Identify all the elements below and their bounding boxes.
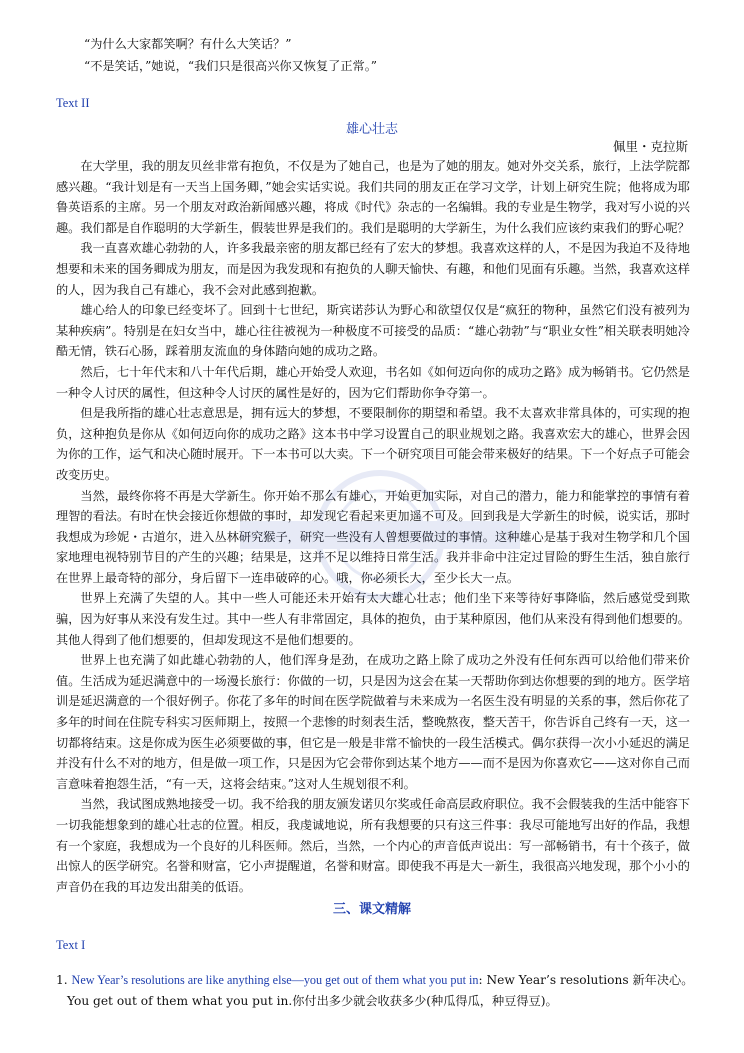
paragraph: 世界上充满了失望的人。其中一些人可能还未开始有太大雄心壮志；他们坐下来等待好事降临，然后感觉受到欺骗，因为好事从来没有发生过。其中一些人有非常固定，具体的抱负，由于某种原因，他们从来没有得到他们想要的。其他人得到了他们想要的，但却发现这不是他们想要的。 — [56, 591, 690, 647]
note-1 — [56, 970, 696, 1012]
note-line-2: You get out of them what you put in.你付出多少就会收获多少(种瓜得瓜，种豆得豆)。 — [67, 994, 558, 1008]
note-line-1 — [56, 970, 696, 991]
text2-title: 雄心壮志 — [345, 121, 398, 136]
paragraph: 世界上也充满了如此雄心勃勃的人，他们浑身是劲，在成功之路上除了成功之外没有任何东西可以给他们带来价值。生活成为延迟满意中的一场漫长旅行：你做的一切，只是因为这会在某一天帮助你到达你想要的到的地方。医学培训是延迟满意的一个很好例子。你花了多年的时间在医学院做着与未来成为一名医生没有明显的关系的事，然后你花了多年的时间在住院专科实习医师期上，按照一个悲惨的时刻表生活，整晚熬夜，整天苦干，你告诉自己终有一天，这一切都将结束。这是你成为医生必须要做的事，但它是一般是非常不愉快的一段生活模式。偶尔获得一次小小延迟的满足并没有什么不对的地方，但是做一项工作，只是因为它会带你到达某个地方——而不是因为你喜欢它——这对你自己而言意味着抱怨生活，“有一天，这将会结束。”这对人生规划很不利。 — [56, 653, 690, 791]
paragraph: 但是我所指的雄心壮志意思是，拥有远大的梦想，不要限制你的期望和希望。我不太喜欢非常具体的，可实现的抱负，这种抱负是你从《如何迈向你的成功之路》这本书中学习设置自己的职业规划之路。我喜欢宏大的雄心，世界会因为你的工作，运气和决心随时展开。下一本书可以大卖。下一个研究项目可能会带来极好的结果。下一个好点子可能会改变历史。 — [56, 406, 690, 482]
note-highlight: New Year’s resolutions are like anything else—you get out of them what you put in — [71, 973, 479, 987]
paragraph: 然后，七十年代末和八十年代后期，雄心开始受人欢迎，书名如《如何迈向你的成功之路》成为畅销书。它仍然是一种令人讨厌的属性，但这种令人讨厌的属性是好的，因为它们帮助你争夺第一。 — [56, 364, 690, 400]
text2-label: Text II — [56, 96, 90, 110]
paragraph: 雄心给人的印象已经变坏了。回到十七世纪，斯宾诺莎认为野心和欲望仅仅是“疯狂的物种，虽然它们没有被列为某种疾病”。特别是在妇女当中，雄心往往被视为一种极度不可接受的品质：“雄心勃勃”与“职业女性”相关联表明她冷酷无情，铁石心肠，踩着朋友流血的身体踏向她的成功之路。 — [56, 303, 690, 359]
paragraph: 当然，我试图成熟地接受一切。我不给我的朋友颁发诺贝尔奖或任命高层政府职位。我不会假装我的生活中能容下一切我能想象到的雄心壮志的位置。相反，我虔诚地说，所有我想要的只有这三件事：我尽可能地写出好的作品，我想有一个家庭，我想成为一个良好的儿科医师。然后，当然，一个内心的声音低声说出：写一部畅销书，有十个孩子，做出惊人的医学研究。名誉和财富，它小声提醒道，名誉和财富。即使我不再是大一新生，我很高兴地发现，那个小小的声音仍在我的耳边发出甜美的低语。 — [56, 797, 690, 894]
paragraph: 我一直喜欢雄心勃勃的人，许多我最亲密的朋友都已经有了宏大的梦想。我喜欢这样的人，不是因为我迫不及待地想要和未来的国务卿成为朋友，而是因为我发现和有抱负的人聊天愉快、有趣，和他们见面有乐趣。当然，我喜欢这样的人，因为我自己有雄心，我不会对此感到抱歉。 — [56, 241, 690, 297]
paragraph: 当然，最终你将不再是大学新生。你开始不那么有雄心，开始更加实际，对自己的潜力，能力和能掌控的事情有着理智的看法。有时在快会接近你想做的事时，却发现它看起来更加遥不可及。回到我是大学新生的时候，说实话，那时我想成为珍妮・古道尔，进入丛林研究猴子，研究一些没有人曾想要做过的事情。这种雄心是基于我对生物学和几个国家地理电视特别节目的产生的兴趣；结果是，这并不足以维持日常生活。我并非命中注定过冒险的野生生活，独自旅行在世界上最奇特的部分，身后留下一连串破碎的心。哦，你必须长大，至少长大一点。 — [56, 488, 690, 585]
text2-author: 佩里・克拉斯 — [612, 139, 688, 154]
dialogue-line-2: “不是笑话，”她说，“我们只是很高兴你又恢复了正常。” — [84, 59, 378, 73]
text1-label: Text I — [56, 938, 86, 952]
section-heading: 三、课文精解 — [332, 902, 411, 917]
dialogue-line-1: “为什么大家都笑啊？有什么大笑话？” — [84, 37, 292, 51]
text2-body — [56, 156, 690, 897]
paragraph: 在大学里，我的朋友贝丝非常有抱负，不仅是为了她自己，也是为了她的朋友。她对外交关系，旅行，上法学院都感兴趣。“我计划是有一天当上国务卿，”她会实话实说。我们共同的朋友正在学习文学，计划上研究生院；他将成为耶鲁英语系的主席。另一个朋友对政治新闻感兴趣，将成《时代》杂志的一名编辑。我的专业是生物学，我对写小说的兴趣。我们都是自作聪明的大学新生，假装世界是我们的。我们是聪明的大学新生，为什么我们应该约束我们的野心呢？ — [56, 159, 690, 235]
note-number: 1. — [56, 973, 68, 987]
note-gloss: : New Year’s resolutions 新年决心。 — [478, 973, 694, 987]
